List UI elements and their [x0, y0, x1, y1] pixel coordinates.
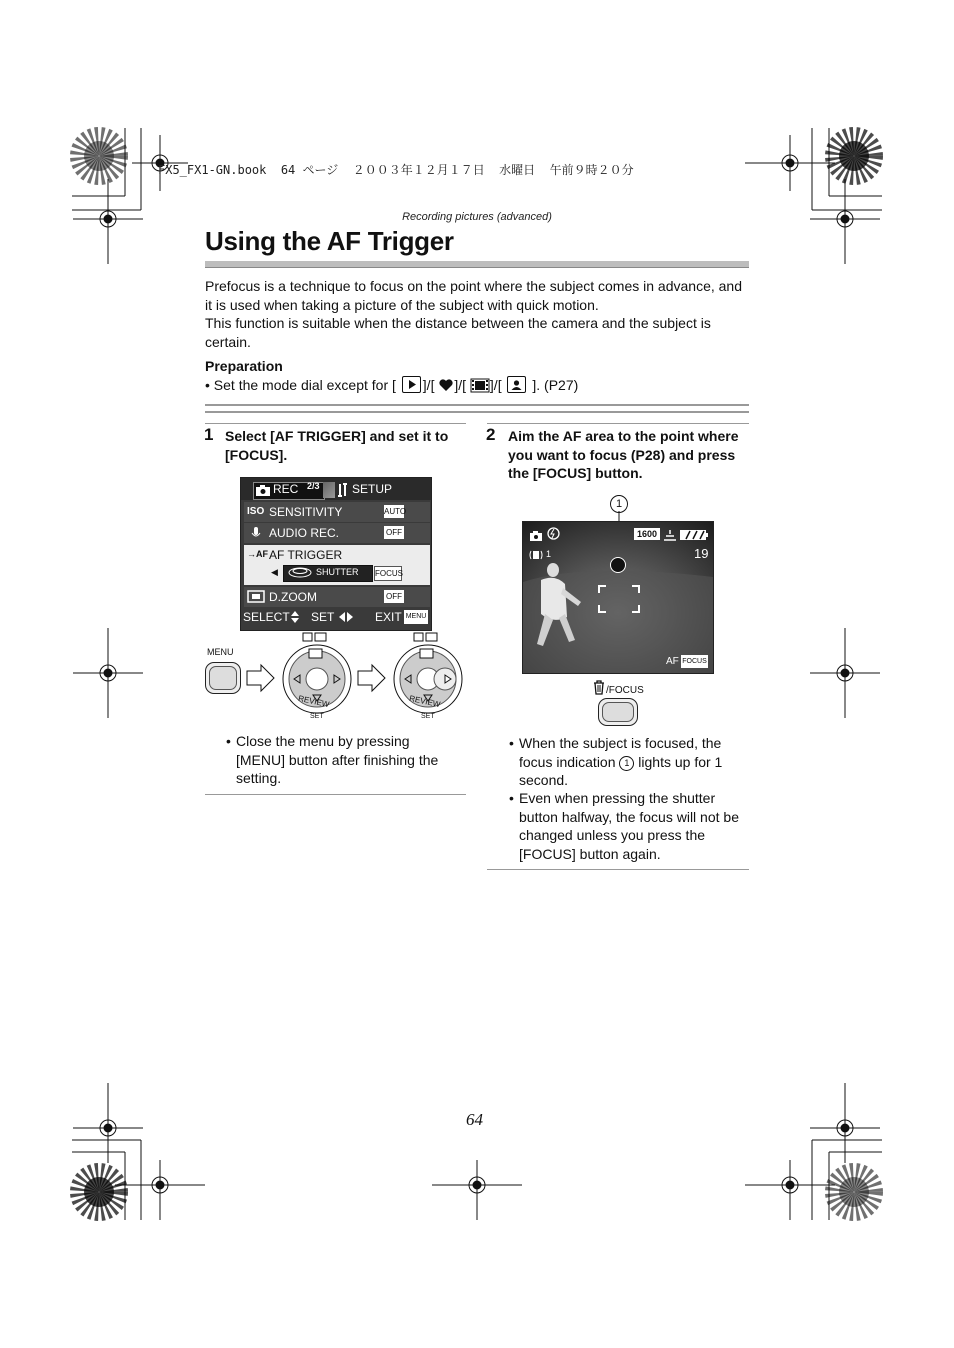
book-file-header: FX5_FX1-GN.book 64 ページ ２００３年１２月１７日 水曜日 午前９時２０分 — [158, 163, 634, 177]
page-number: 64 — [466, 1110, 483, 1129]
shutter-icon — [288, 567, 312, 581]
intro-paragraph: Prefocus is a technique to focus on the point where the subject comes in advance, and it is used when taking a picture of the subject with quick motion. — [205, 278, 742, 313]
af-area-frame — [598, 585, 640, 613]
separator: ]/[ — [422, 377, 435, 393]
column-divider — [487, 423, 749, 424]
wrench-icon — [337, 483, 351, 500]
menu-row-label: SENSITIVITY — [269, 505, 343, 519]
step1-note — [226, 732, 461, 788]
focus-indicator-icon — [609, 556, 627, 574]
menu-row-value: AUTO — [384, 507, 407, 516]
heart-mode-icon — [438, 377, 454, 393]
battery-icon — [679, 528, 709, 546]
focus-button-label: /FOCUS — [606, 685, 644, 696]
focus-mode-badge: FOCUS — [681, 655, 708, 668]
step2-note-text — [509, 734, 749, 790]
footer-select-label: SELECT — [243, 610, 290, 624]
intro-text — [205, 277, 750, 351]
stabilizer-mode: 1 — [546, 549, 552, 559]
section-divider — [205, 404, 749, 413]
step-number: 2 — [486, 425, 496, 444]
note-text-part: When the subject is focused, the focus indication — [519, 735, 722, 770]
preparation-pre: Set the mode dial except for [ — [213, 377, 396, 393]
step-instruction: Select [AF TRIGGER] and set it to [FOCUS]. — [225, 428, 449, 463]
preparation-heading: Preparation — [205, 358, 283, 374]
note-text-part: lights up for 1 second. — [519, 753, 723, 788]
camera-icon — [255, 484, 271, 499]
tab-setup-label: SETUP — [352, 482, 393, 496]
bullet: • — [509, 790, 514, 806]
footer-exit-label: EXIT — [375, 610, 402, 624]
digital-zoom-icon — [247, 590, 265, 606]
step-number: 1 — [204, 425, 214, 444]
step2-note — [509, 789, 749, 863]
left-arrow-icon: ◀ — [271, 567, 278, 577]
iso-icon: ISO — [247, 506, 265, 517]
camera-lcd-preview — [522, 521, 714, 674]
menu-button-label: MENU — [207, 647, 234, 657]
portrait-mode-icon — [507, 376, 526, 393]
movie-mode-icon — [470, 377, 490, 393]
menu-row-label: AUDIO REC. — [269, 526, 340, 540]
bullet: • — [509, 735, 514, 751]
af-indicator: AF — [666, 656, 679, 667]
preparation-post: ]. (P27) — [532, 377, 579, 393]
separator: ]/[ — [454, 377, 467, 393]
left-right-arrow-icon — [338, 610, 354, 627]
quality-icon — [663, 528, 677, 546]
iso-indicator: 1600 — [634, 528, 660, 540]
step1-note-text: Close the menu by pressing [MENU] button after finishing the setting. — [236, 733, 439, 786]
menu-row-label: D.ZOOM — [269, 590, 317, 604]
tab-separator — [323, 482, 335, 498]
column-divider — [205, 423, 466, 424]
arrow-right-icon — [357, 663, 387, 693]
bullet: • — [226, 733, 231, 749]
preparation-text — [205, 376, 578, 393]
camera-icon — [529, 528, 543, 546]
remaining-shots: 19 — [694, 546, 709, 561]
dial-review-label: REVIEW — [297, 693, 331, 710]
microphone-icon — [251, 526, 261, 543]
title-underline — [205, 261, 749, 268]
intro-paragraph: This function is suitable when the distance between the camera and the subject is certain. — [205, 315, 711, 350]
step-instruction: Aim the AF area to the point where you want to focus (P28) and press the [FOCUS] button. — [508, 428, 739, 481]
menu-page-indicator: 2/3 — [307, 481, 320, 491]
option-focus-label: FOCUS — [374, 566, 402, 581]
trash-icon — [592, 679, 606, 700]
separator: ]/[ — [489, 377, 502, 393]
footer-menu-badge: MENU — [404, 610, 428, 624]
callout-circle: 1 — [610, 495, 628, 513]
bullet: • — [205, 377, 210, 393]
stabilizer-icon — [529, 548, 543, 566]
step2-note — [509, 734, 749, 790]
column-divider — [205, 794, 466, 795]
column-divider — [487, 869, 749, 870]
dial-set-label: SET — [421, 713, 435, 720]
dial-review-label: REVIEW — [408, 693, 442, 710]
menu-row-label: AF TRIGGER — [269, 548, 343, 562]
focus-button — [598, 698, 638, 726]
tab-rec-label: REC — [273, 482, 299, 496]
menu-row-value: OFF — [386, 528, 402, 537]
footer-set-label: SET — [311, 610, 335, 624]
rec-menu-screen — [240, 477, 432, 631]
up-down-arrow-icon — [290, 610, 300, 627]
af-trigger-icon: →AF — [247, 549, 268, 559]
page-title: Using the AF Trigger — [205, 226, 454, 256]
menu-row-value: OFF — [386, 592, 402, 601]
callout-circle-inline: 1 — [619, 756, 634, 771]
menu-button — [205, 662, 241, 694]
section-label: Recording pictures (advanced) — [402, 211, 552, 223]
dial-set-label: SET — [310, 713, 324, 720]
option-shutter-label: SHUTTER — [316, 567, 359, 577]
step2-note-text: Even when pressing the shutter button halfway, the focus will not be changed unless you press the [FOCUS] button again. — [519, 790, 739, 862]
arrow-right-icon — [246, 663, 276, 693]
playback-mode-icon — [402, 376, 421, 393]
flash-off-icon — [547, 527, 560, 545]
